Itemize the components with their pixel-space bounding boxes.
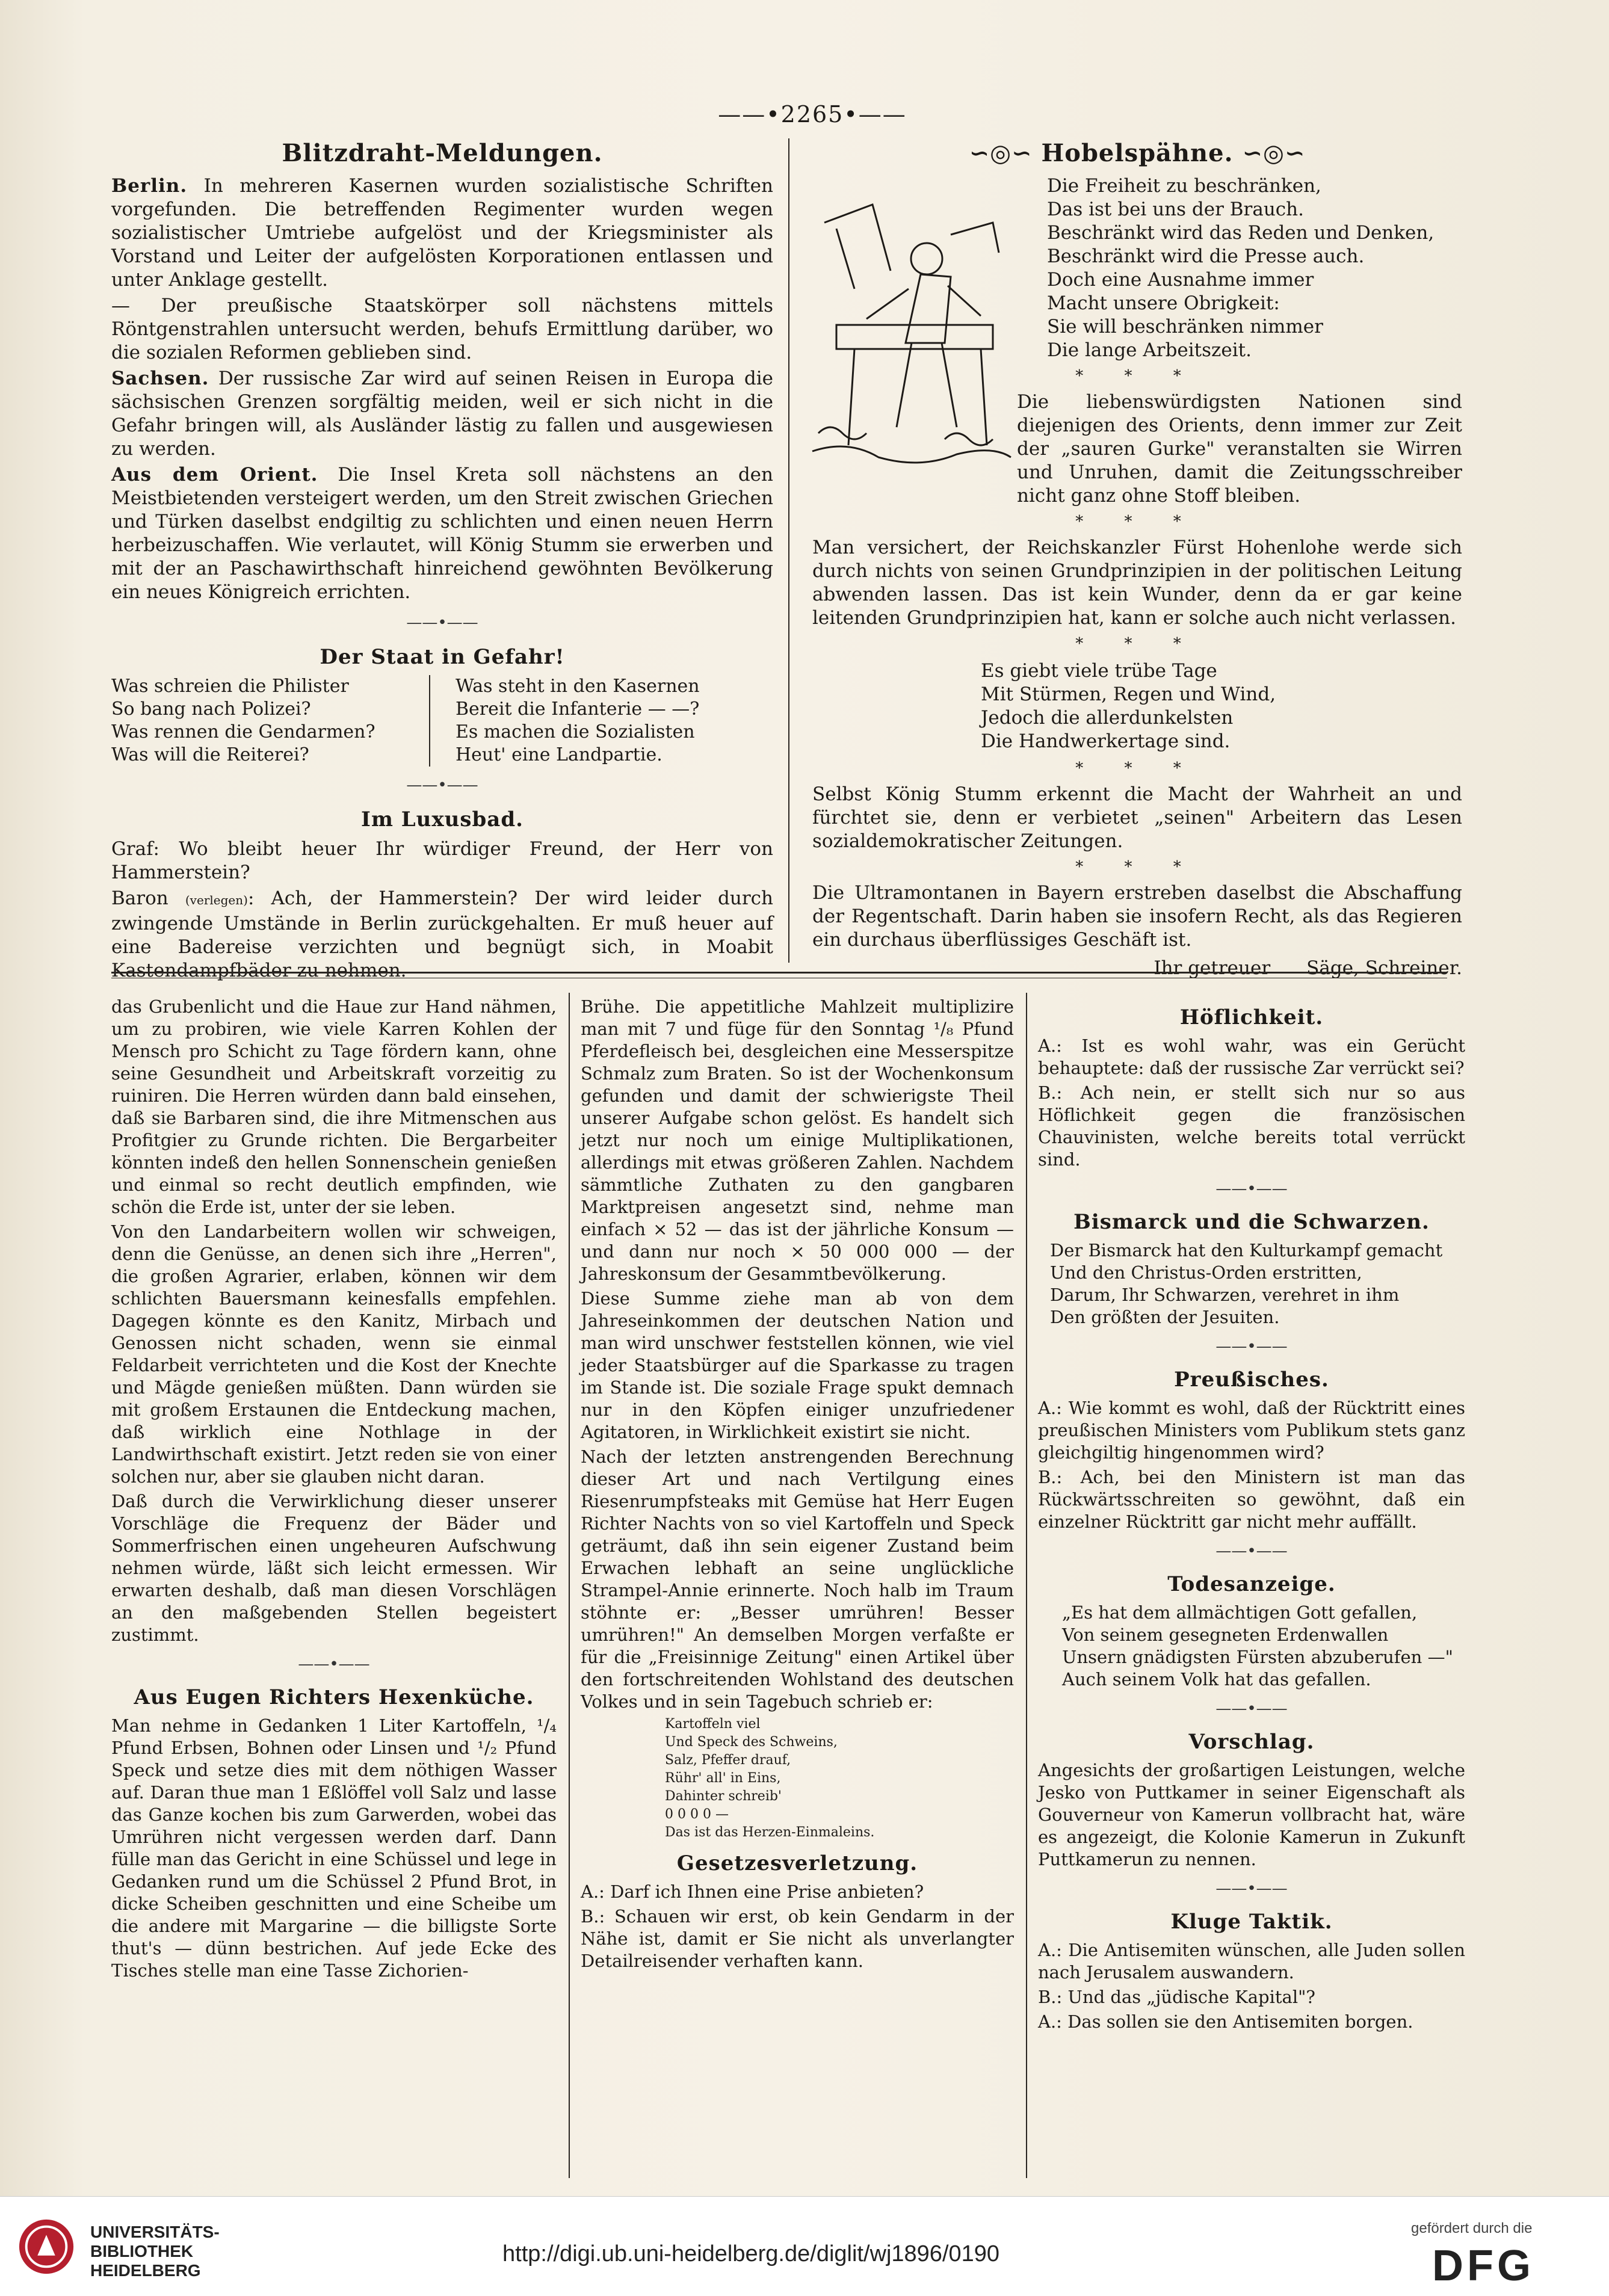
todesanzeige-title: Todesanzeige. — [1167, 1572, 1336, 1596]
funding-caption: gefördert durch die — [1411, 2220, 1533, 2236]
hobel-verse-1: Die Freiheit zu beschränken, Das ist bei uns der Brauch. Beschränkt wird das Reden und Denken, Beschränkt wird die Presse auch. Doch eine Ausnahme immer Macht unsere Obrigkeit: Sie will beschränken nimmer Die lange Arbeitszeit. — [1047, 175, 1435, 361]
separator-stars: * * * — [1075, 858, 1199, 876]
lower-column-2 — [581, 996, 1014, 1975]
col2-paragraph: Brühe. Die appetitliche Mahlzeit multiplizire man mit 7 und füge für den Sonntag ¹/₈ Pfund Pferdefleisch bei, desgleichen eine Messerspitze Schmalz zum Braten. So ist der Wochenkonsum gefunden und damit der schwierigste Theil unserer Aufgabe schon gelöst. Es handelt sich jetzt nur noch um einige Multiplikationen, allerdings mit etwas größeren Zahlen. Nachdem sämmtliche Zuthaten zu den gangbaren Marktpreisen angesetzt sind, nehme man einfach × 52 — das ist der jährliche Konsum — und dann nur noch × 50 000 000 — der Jahreskonsum der Gesammtbevölkerung. — [581, 996, 1014, 1284]
hobel-title: ∽◎∽ Hobelspähne. ∽◎∽ — [969, 139, 1306, 167]
lower-column-rule-1 — [569, 993, 570, 2178]
bismarck-title: Bismarck und die Schwarzen. — [1073, 1210, 1430, 1234]
luxus-title: Im Luxusbad. — [361, 807, 523, 832]
col2-paragraph: B.: Schauen wir erst, ob kein Gendarm in der Nähe ist, damit er Sie nicht als unverlangter Detailreisender verhaften kann. — [581, 1906, 1014, 1971]
ornament-right-icon: ∽◎∽ — [1233, 139, 1306, 167]
preussisches-title: Preußisches. — [1174, 1368, 1329, 1392]
col3-paragraph: A.: Das sollen sie den Antisemiten borgen. — [1038, 2011, 1413, 2032]
university-seal-icon — [17, 2217, 76, 2276]
col2-paragraph: Nach der letzten anstrengenden Berechnung dieser Art und nach Vertilgung eines Riesenrumpfsteaks mit Gemüse hat Herr Eugen Richter Nachts von so viel Kartoffeln und Speck geträumt, daß ihn sein eigener Zustand beim Erwachen lebhaft an seine unglückliche Strampel-Annie erinnerte. Noch halb im Traum stöhnte er: „Besser umrühren! Besser umrühren!" An demselben Morgen verfaßte er für die „Freisinnige Zeitung" einen Artikel über den fortschreitenden Wohlstand des deutschen Volkes und in sein Tagebuch schrieb er: — [581, 1446, 1014, 1712]
blitz-paragraph: — Der preußische Staatskörper soll nächstens mittels Röntgenstrahlen untersucht werden, behufs Ermittlung darüber, wo die sozialen Reformen geblieben sind. — [111, 295, 773, 363]
lower-column-3 — [1038, 996, 1465, 2035]
col3-paragraph: A.: Die Antisemiten wünschen, alle Juden sollen nach Jerusalem auswandern. — [1038, 1940, 1465, 1983]
col1-paragraph: Daß durch die Verwirklichung dieser unserer Vorschläge die Frequenz der Bäder und Sommerfrischen einen ungeheuren Aufschwung nehmen würde, läßt sich leicht ermessen. Wir erwarten deshalb, daß man diesen Vorschlägen an den maßgebenden Stellen begeistert zustimmt. — [111, 1491, 557, 1645]
hobel-paragraph: Die liebenswürdigsten Nationen sind diejenigen des Orients, denn immer zur Zeit der „sauren Gurke" veranstalten sie Wirren und Unruhen, damit die Zeitungsschreiber nicht ganz ohne Stoff bleiben. — [1017, 391, 1462, 507]
col3-paragraph: Angesichts der großartigen Leistungen, welche Jesko von Puttkamer in seiner Eigenschaft als Gouverneur von Kamerun vollbracht hat, wäre es angezeigt, die Kolonie Kamerun in Zukunft Puttkamerun zu nennen. — [1038, 1760, 1465, 1869]
section-ornament: ——•—— — [406, 614, 478, 632]
page-number: ——•2265•—— — [718, 101, 907, 128]
separator-stars: * * * — [1075, 513, 1199, 531]
col2-paragraph: Diese Summe ziehe man ab von dem Jahreseinkommen der deutschen Nation und man wird unschwer feststellen können, wie viel jeder Staatsbürger auf die Sparkasse zu tragen im Stande ist. Die soziale Frage spukt demnach nur in den Köpfen einiger unzufriedener Agitatoren, in Wirklichkeit existirt sie nicht. — [581, 1288, 1014, 1442]
section-ornament: ——•—— — [1215, 1880, 1288, 1898]
col2-paragraph: A.: Darf ich Ihnen eine Prise anbieten? — [581, 1881, 924, 1902]
horizontal-divider — [111, 972, 1447, 974]
page-url-link[interactable]: http://digi.ub.uni-heidelberg.de/diglit/wj1896/0190 — [502, 2241, 1000, 2267]
hobel-paragraph: Die Ultramontanen in Bayern erstreben daselbst die Abschaffung der Regentschaft. Darin haben sie insofern Recht, als das Regieren ein durchaus überflüssiges Geschäft ist. — [812, 882, 1462, 951]
col3-paragraph: A.: Ist es wohl wahr, was ein Gerücht behauptete: daß der russische Zar verrückt sei? — [1038, 1035, 1465, 1078]
section-ornament: ——•—— — [1215, 1180, 1288, 1198]
top-column-rule — [788, 138, 789, 963]
col3-paragraph: B.: Ach nein, er stellt sich nur so aus Höflichkeit gegen die französischen Chauvinisten, welche bereits total verrückt sind. — [1038, 1082, 1465, 1170]
kluge-taktik-title: Kluge Taktik. — [1170, 1910, 1333, 1934]
vorschlag-title: Vorschlag. — [1188, 1730, 1315, 1754]
section-ornament: ——•—— — [1215, 1700, 1288, 1718]
lower-column-1 — [111, 996, 557, 1984]
luxus-paragraph: Baron (verlegen): Ach, der Hammerstein? Der wird leider durch zwingende Umstände in Berlin zurückgehalten. Er muß heuer auf eine Badereise verzichten und begnügt sich, in Moabit Kastendampfbäder zu nehmen. — [111, 887, 773, 981]
ornament-left-icon: ∽◎∽ — [969, 139, 1042, 167]
blitz-column — [111, 141, 773, 985]
col3-paragraph: B.: Und das „jüdische Kapital"? — [1038, 1987, 1315, 2007]
separator-stars: * * * — [1075, 367, 1199, 385]
col3-paragraph: A.: Wie kommt es wohl, daß der Rücktritt eines preußischen Ministers vom Publikum stets ganz gleichgiltig hingenommen wird? — [1038, 1398, 1465, 1463]
bismarck-verse: Der Bismarck hat den Kulturkampf gemacht Und den Christus-Orden erstritten, Darum, Ihr Schwarzen, verehret in ihm Den größten der Jesuiten. — [1050, 1240, 1443, 1327]
separator-stars: * * * — [1075, 635, 1199, 653]
blitz-paragraph: Aus dem Orient. Die Insel Kreta soll nächstens an den Meistbietenden versteigert werden, um den Streit zwischen Griechen und Türken daselbst endgiltig zu schlichten und einen neuen Herrn herbeizuschaffen. Wie verlautet, will König Stumm sie erwerben und mit der an Paschawirthschaft hinreichend gewöhnten Bevölkerung ein neues Königreich errichten. — [111, 464, 773, 603]
hobel-verse-2: Es giebt viele trübe Tage Mit Stürmen, Regen und Wind, Jedoch die allerdunkelsten Die Handwerkertage sind. — [981, 660, 1276, 752]
staat-title: Der Staat in Gefahr! — [320, 645, 565, 669]
hoeflichkeit-title: Höflichkeit. — [1179, 1005, 1324, 1029]
hobel-signature: Ihr getreuer Säge, Schreiner. — [1153, 957, 1462, 979]
staat-poem-left: Was schreien die Philister So bang nach Polizei? Was rennen die Gendarmen? Was will die Reiterei? — [111, 675, 430, 767]
luxus-paragraph: Graf: Wo bleibt heuer Ihr würdiger Freund, der Herr von Hammerstein? — [111, 838, 773, 883]
section-ornament: ——•—— — [406, 776, 478, 794]
separator-stars: * * * — [1075, 759, 1199, 777]
herzen-einmaleins-verse: Kartoffeln viel Und Speck des Schweins, Salz, Pfeffer drauf, Rühr' all' in Eins, Dahinter schreib' 0 0 0 0 — Das ist das Herzen-Einmaleins. — [665, 1717, 875, 1840]
lower-column-rule-2 — [1026, 993, 1027, 2178]
col1-paragraph: Von den Landarbeitern wollen wir schweigen, denn die Genüsse, an denen sich ihre „Herren", die großen Agrarier, erlaben, können wir dem schlichten Bauersmann keinesfalls empfehlen. Dagegen könnte es den Kanitz, Mirbach und Genossen nicht schaden, wenn sie einmal Feldarbeit verrichteten und die Kost der Knechte und Mägde genießen müßten. Dann würden sie mit großem Erstaunen die Entdeckung machen, daß wirklich eine Nothlage in der Landwirthschaft existirt. Jetzt reden sie von einer solchen nur, aber sie glauben nicht daran. — [111, 1221, 557, 1487]
col1-paragraph: Man nehme in Gedanken 1 Liter Kartoffeln, ¹/₄ Pfund Erbsen, Bohnen oder Linsen und ¹/₂ Pfund Speck und setze dies mit dem nöthigen Wasser auf. Daran thue man 1 Eßlöffel voll Salz und lasse das Ganze kochen bis zum Garwerden, wobei das Umrühren nicht vergessen werden darf. Dann fülle man das Gericht in eine Schüssel und lege in Gedanken rund um die Schüssel 2 Pfund Brot, in dicke Scheiben geschnitten und eine Scheibe um die andere mit Margarine — die billigste Sorte thut's — dünn bestrichen. Auf jede Ecke des Tisches stelle man eine Tasse Zichorien- — [111, 1715, 557, 1981]
blitz-paragraph: Berlin. In mehreren Kasernen wurden sozialistische Schriften vorgefunden. Die betreffenden Regimenter wurden wegen sozialistischer Umtriebe aufgelöst und der Kriegsminister als Vorstand und Leiter der aufgelösten Korporationen entlassen und unter Anklage gestellt. — [111, 175, 773, 291]
staat-poem-right: Was steht in den Kasernen Bereit die Infanterie — —? Es machen die Sozialisten Heut' eine Landpartie. — [456, 676, 700, 765]
blitz-paragraph: Sachsen. Der russische Zar wird auf seinen Reisen in Europa die sächsischen Grenzen sorgfältig meiden, weil er sich nicht in die Gefahr bringen will, als Ausländer lästig zu fallen und ausgewiesen zu werden. — [111, 368, 773, 460]
dfg-logo: DFG — [1432, 2242, 1534, 2290]
section-ornament: ——•—— — [1215, 1338, 1288, 1356]
todesanzeige-verse: „Es hat dem allmächtigen Gott gefallen, Von seinem gesegneten Erdenwallen Unsern gnädigsten Fürsten abzuberufen —" Auch seinem Volk hat das gefallen. — [1062, 1602, 1453, 1690]
gesetzesverletzung-title: Gesetzesverletzung. — [676, 1851, 918, 1875]
staat-poem — [111, 675, 773, 767]
hobel-column — [812, 141, 1462, 980]
section-ornament: ——•—— — [1215, 1542, 1288, 1560]
university-library-name: UNIVERSITÄTS- BIBLIOTHEK HEIDELBERG — [90, 2223, 220, 2280]
section-ornament: ——•—— — [298, 1655, 370, 1673]
hexenkueche-title: Aus Eugen Richters Hexenküche. — [134, 1685, 534, 1709]
col3-paragraph: B.: Ach, bei den Ministern ist man das Rückwärtsschreiten so gewöhnt, daß ein einzelner Rücktritt gar nicht mehr auffällt. — [1038, 1467, 1465, 1532]
blitz-title: Blitzdraht-Meldungen. — [282, 139, 603, 167]
hobel-paragraph: Man versichert, der Reichskanzler Fürst Hohenlohe werde sich durch nichts von seinen Grundprinzipien in der politischen Leitung abwenden lassen. Das ist kein Wunder, denn da er gar keine leitenden Grundprinzipien hat, kann er solche auch nicht verlassen. — [812, 537, 1462, 629]
col1-paragraph: das Grubenlicht und die Haue zur Hand nähmen, um zu probiren, wie viele Karren Kohlen der Mensch pro Schicht zu Tage fördern kann, ohne seine Gesundheit und Arbeitskraft vorzeitig zu ruiniren. Die Herren würden dann bald einsehen, daß sie Barbaren sind, die ihre Mitmenschen aus Profitgier zu Grunde richten. Die Bergarbeiter könnten indeß den hellen Sonnenschein genießen und einmal so recht deutlich empfinden, wie schön die Erde ist, unter der sie leben. — [111, 996, 557, 1217]
hobel-paragraph: Selbst König Stumm erkennt die Macht der Wahrheit an und fürchtet sie, denn er verbietet „seinen" Arbeitern das Lesen sozialdemokratischer Zeitungen. — [812, 783, 1462, 852]
